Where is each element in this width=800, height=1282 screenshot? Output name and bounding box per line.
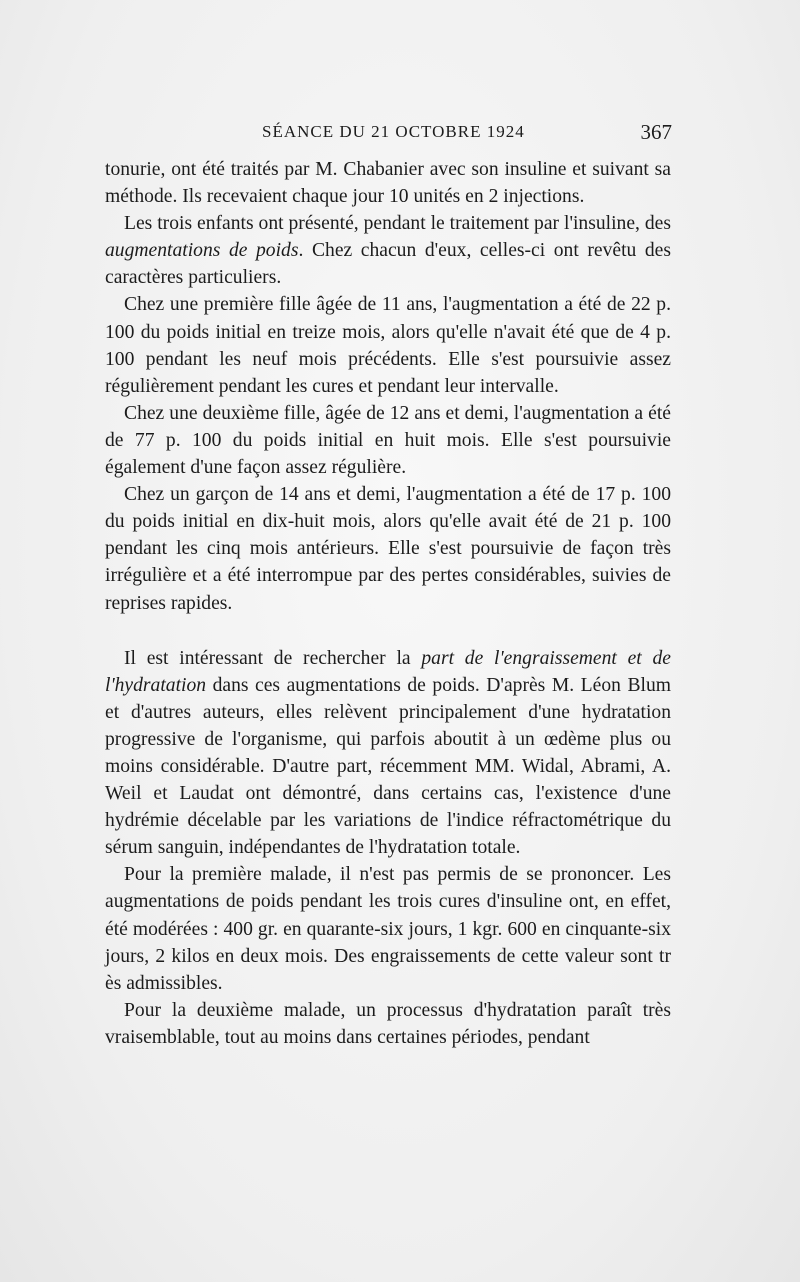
paragraph	[105, 400, 671, 481]
text-run: Chez une deuxième fille, âgée de 12 ans et demi, l'augmentation a été de 77 p. 100 du poids initial en huit mois. Elle s'est poursuivie également d'une façon assez régulière.	[105, 402, 671, 479]
section-gap	[105, 617, 671, 645]
text-run: Chez une première fille âgée de 11 ans, l'augmentation a été de 22 p. 100 du poids initial en treize mois, alors qu'elle n'avait été que de 4 p. 100 pendant les neuf mois précédents. Elle s'est poursuivie assez régulièrement pendant les cures et pendant leur intervalle.	[105, 294, 671, 397]
text-run: dans ces augmentations de poids. D'après M. Léon Blum et d'autres auteurs, elles relèvent principalement d'une hydratation progressive de l'organisme, qui parfois aboutit à un œdème plus ou moins considérable. D'autre part, récemment MM. Widal, Abrami, A. Weil et Laudat ont démontré, dans certains cas, l'existence d'une hydrémie décelable par les variations de l'indice réfractométrique du sérum sanguin, indépendantes de l'hydratation totale.	[105, 674, 671, 859]
paragraph	[105, 997, 671, 1051]
body-text	[105, 156, 671, 1051]
text-run: Chez un garçon de 14 ans et demi, l'augmentation a été de 17 p. 100 du poids initial en dix-huit mois, alors qu'elle avait été de 21 p. 100 pendant les cinq mois antérieurs. Elle s'est poursuivie de façon très irrégulière et a été interrompue par des pertes considérables, suivies de reprises rapides.	[105, 484, 671, 614]
italic-text: augmentations de poids	[105, 240, 299, 262]
italic-text: part de l'engraissement et de l'hydratation	[105, 647, 671, 696]
text-run: Pour la première malade, il n'est pas permis de se prononcer. Les augmentations de poids pendant les trois cures d'insuline ont, en effet, été modérées : 400 gr. en quarante-six jours, 1 kgr. 600 en cinquante-six jours, 2 kilos en deux mois. Des engraissements de cette valeur sont tr ès admissibles.	[105, 864, 671, 994]
text-run: tonurie, ont été traités par M. Chabanier avec son insuline et suivant sa méthode. Ils recevaient chaque jour 10 unités en 2 injections.	[105, 159, 671, 208]
page-header	[262, 122, 672, 150]
text-run: Il est intéressant de rechercher la	[124, 647, 422, 669]
paragraph	[105, 156, 671, 210]
text-run: Pour la deuxième malade, un processus d'hydratation paraît très vraisemblable, tout au moins dans certaines périodes, pendant	[105, 999, 671, 1048]
text-run: Les trois enfants ont présenté, pendant le traitement par l'insuline, des	[124, 213, 671, 235]
running-title: SÉANCE DU 21 OCTOBRE 1924	[262, 122, 525, 141]
paragraph	[105, 210, 671, 291]
paragraph	[105, 481, 671, 616]
paragraph	[105, 291, 671, 399]
text-run: . Chez chacun d'eux, celles-ci ont revêtu des caractères particuliers.	[105, 240, 671, 289]
page-number: 367	[640, 120, 672, 144]
paragraph	[105, 645, 671, 862]
paragraph	[105, 861, 671, 996]
